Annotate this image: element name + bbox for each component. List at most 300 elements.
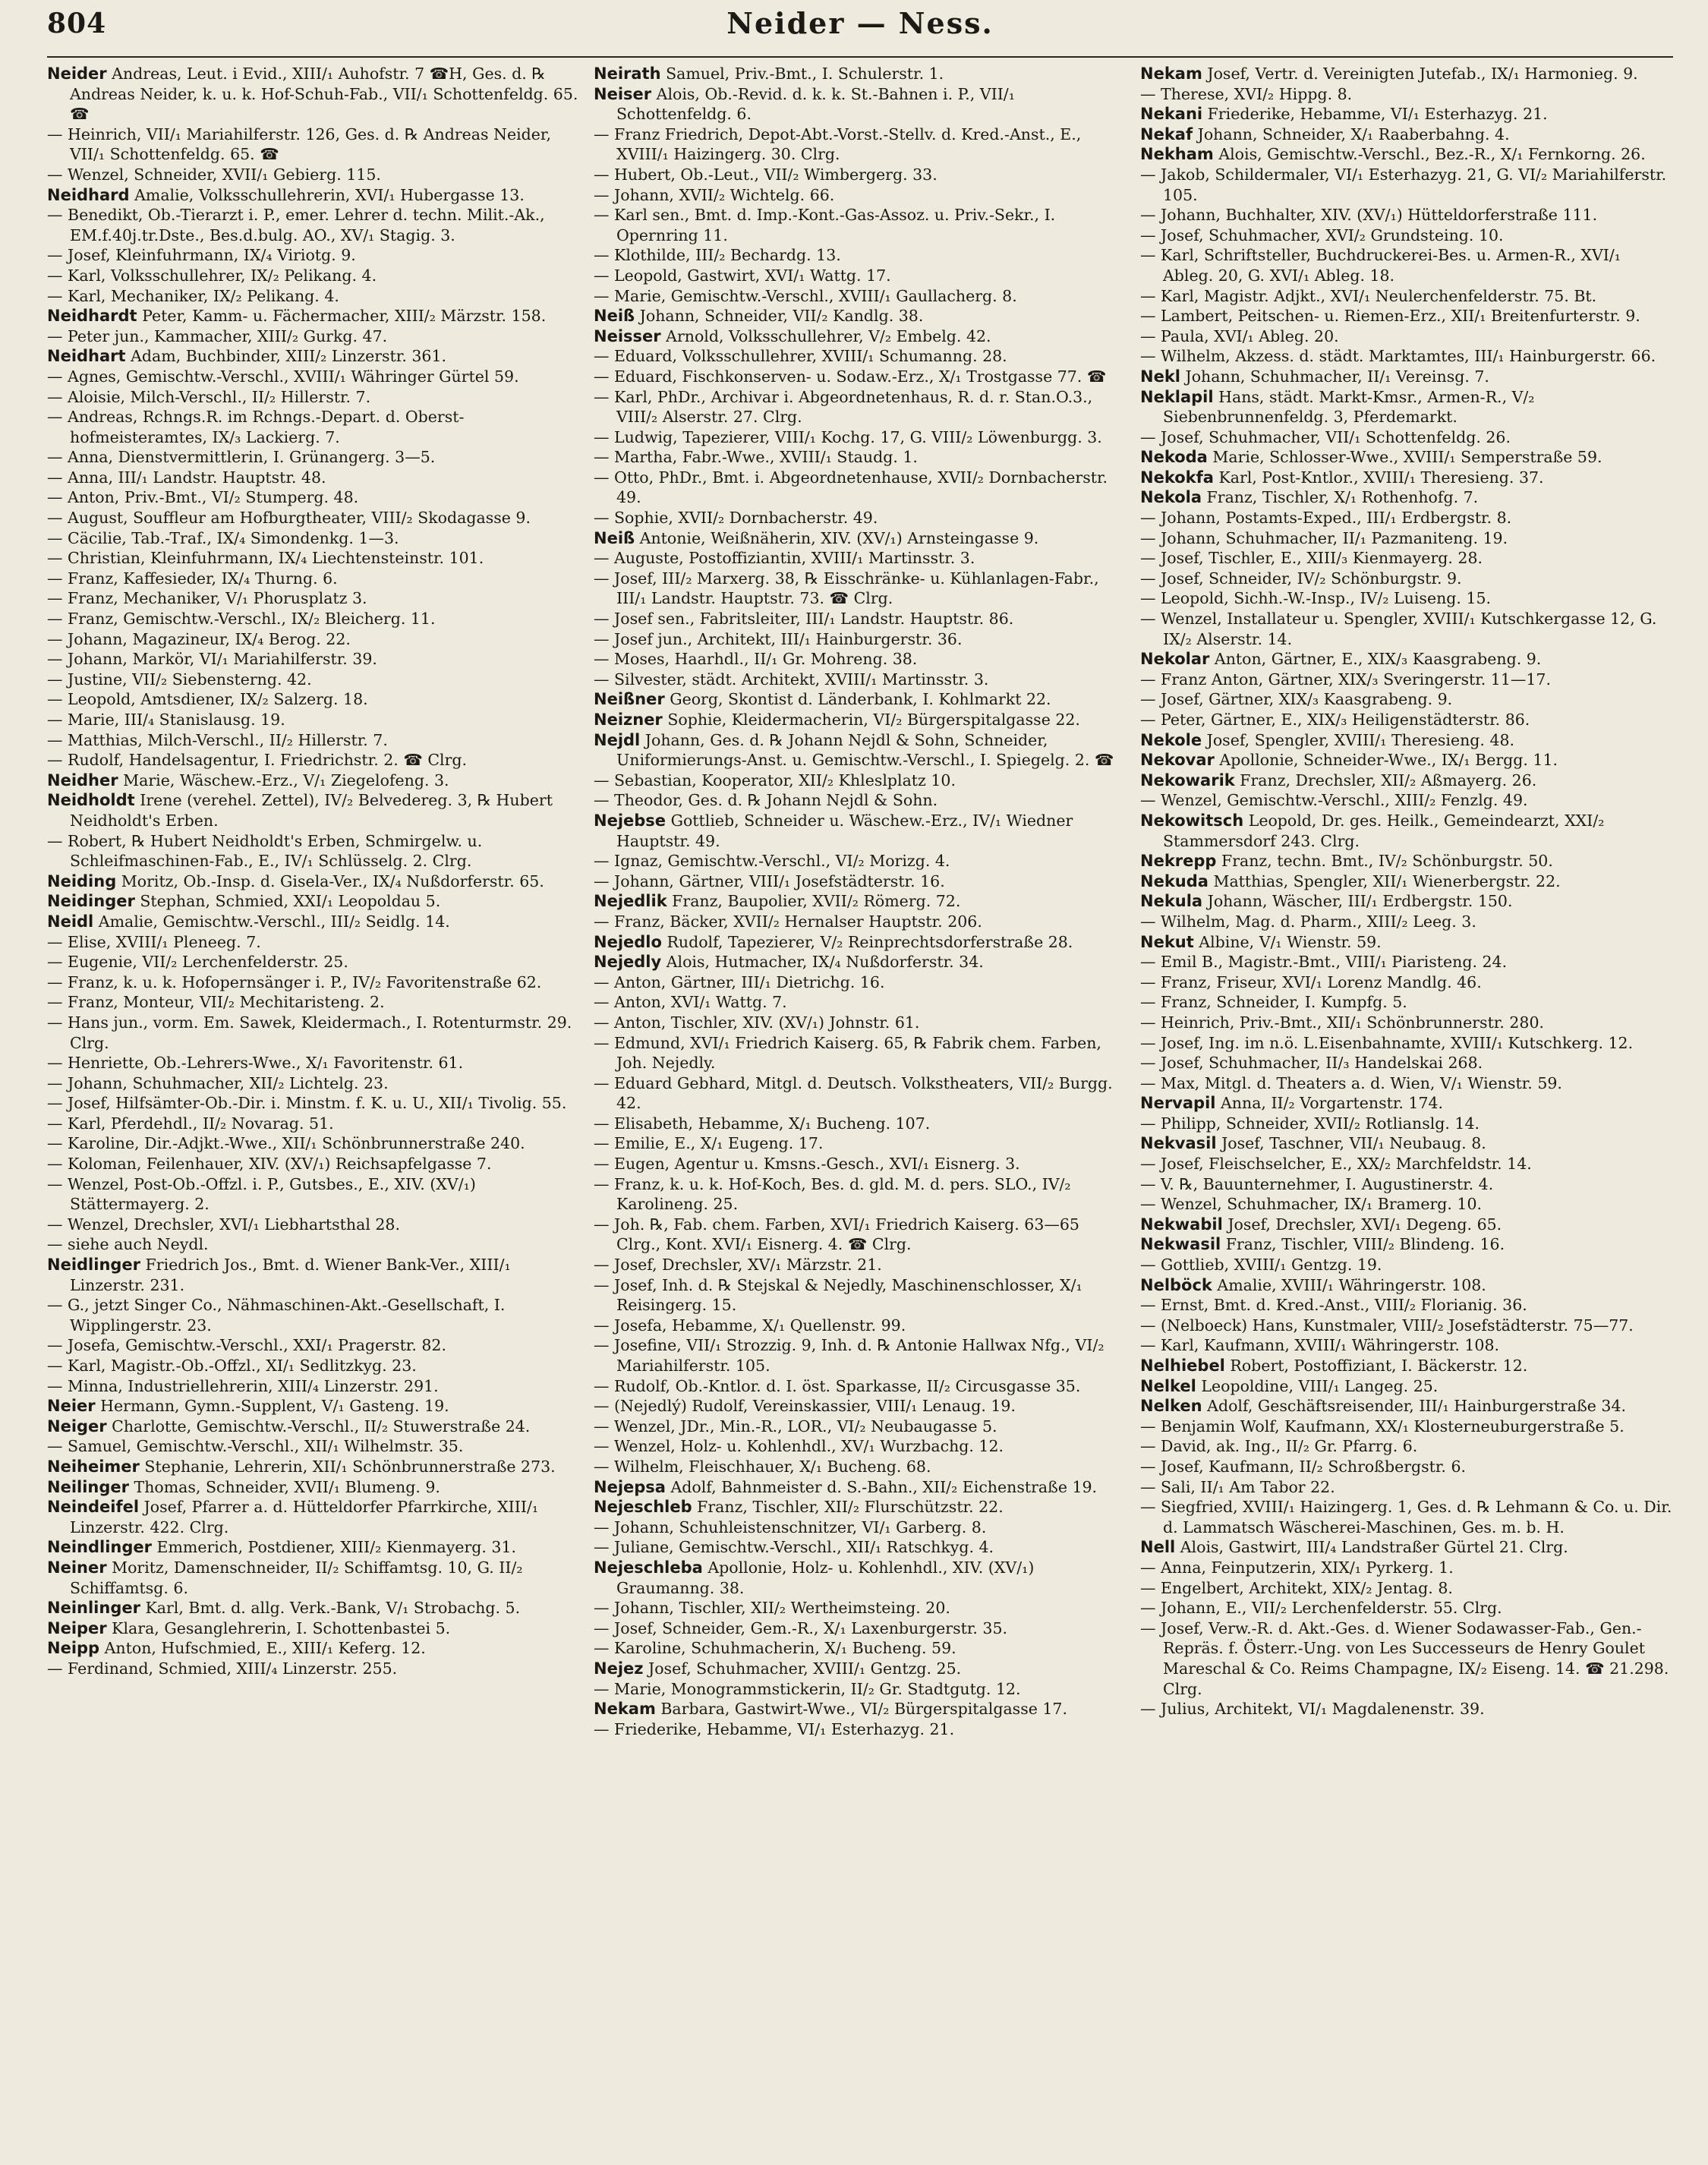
directory-entry xyxy=(47,992,580,1013)
directory-entry xyxy=(47,790,580,830)
directory-entry xyxy=(1140,1114,1673,1134)
entry-text: — Benjamin Wolf, Kaufmann, XX/₁ Klosterneuburgerstraße 5. xyxy=(1140,1417,1624,1435)
entry-text: Anna, II/₂ Vorgartenstr. 174. xyxy=(1215,1094,1444,1113)
entry-text: — Aloisie, Milch-Verschl., II/₂ Hillerstr. 7. xyxy=(47,387,371,406)
entry-text: Franz, Drechsler, XII/₂ Aßmayerg. 26. xyxy=(1234,771,1537,789)
entry-text: Johann, Schneider, X/₁ Raaberbahng. 4. xyxy=(1193,124,1510,143)
directory-entry xyxy=(594,185,1127,206)
entry-text: — Elisabeth, Hebamme, X/₁ Bucheng. 107. xyxy=(594,1114,931,1133)
directory-entry xyxy=(594,124,1127,165)
entry-surname: Nekrepp xyxy=(1140,852,1217,871)
entry-text: — V. ℞, Bauunternehmer, I. Augustinerstr. 4. xyxy=(1140,1174,1494,1193)
directory-entry xyxy=(47,1133,580,1154)
directory-entry xyxy=(47,1598,580,1618)
entry-text: Sophie, Kleidermacherin, VI/₂ Bürgerspitalgasse 22. xyxy=(662,711,1080,729)
entry-text: Rudolf, Tapezierer, V/₂ Reinprechtsdorferstraße 28. xyxy=(661,932,1073,951)
entry-text: Josef, Vertr. d. Vereinigten Jutefab., IX/₁ Harmonieg. 9. xyxy=(1202,65,1638,83)
entry-text: — Josefa, Hebamme, X/₁ Quellenstr. 99. xyxy=(594,1316,906,1335)
entry-surname: Neinlinger xyxy=(47,1599,140,1618)
entry-text: — Ludwig, Tapezierer, VIII/₁ Kochg. 17, G. VIII/₂ Löwenburgg. 3. xyxy=(594,427,1102,446)
directory-entry xyxy=(47,245,580,266)
entry-surname: Neizner xyxy=(594,711,663,729)
directory-entry xyxy=(594,1275,1127,1316)
entry-surname: Neidhart xyxy=(47,347,126,366)
entry-text: — Wenzel, Drechsler, XVI/₁ Liebhartsthal 28. xyxy=(47,1215,400,1234)
entry-text: Johann, Wäscher, III/₁ Erdbergstr. 150. xyxy=(1202,892,1513,911)
directory-entry xyxy=(594,326,1127,347)
entry-text: — Josef, Verw.-R. d. Akt.-Ges. d. Wiener Sodawasser-Fab., Gen.-Repräs. f. Österr.-Ung. von Les Successeurs de Henry Goulet Mareschal & Co. Reims Champagne, IX/₂ Eiseng. 14. ☎ 21.298. Clrg. xyxy=(1140,1618,1669,1698)
directory-entry xyxy=(594,447,1127,468)
running-head: Neider — Ness. xyxy=(726,6,994,40)
entry-text: — Martha, Fabr.-Wwe., XVIII/₁ Staudg. 1. xyxy=(594,448,918,467)
entry-text: — Franz Anton, Gärtner, XIX/₃ Sveringerstr. 11—17. xyxy=(1140,670,1551,689)
entry-text: Moritz, Ob.-Insp. d. Gisela-Ver., IX/₄ Nußdorferstr. 65. xyxy=(116,871,544,890)
directory-entry xyxy=(594,811,1127,851)
entry-text: — Wenzel, Installateur u. Spengler, XVIII/₁ Kutschkergasse 12, G. IX/₂ Alserstr. 14. xyxy=(1140,610,1657,648)
directory-entry xyxy=(1140,548,1673,569)
directory-entry xyxy=(594,1013,1127,1033)
entry-surname: Nekl xyxy=(1140,367,1180,386)
directory-entry xyxy=(594,871,1127,892)
directory-entry xyxy=(1140,1376,1673,1397)
entry-surname: Nejedlo xyxy=(594,932,662,951)
directory-entry xyxy=(1140,205,1673,225)
directory-entry xyxy=(1140,1598,1673,1618)
entry-text: — Leopold, Sichh.-W.-Insp., IV/₂ Luiseng. 15. xyxy=(1140,589,1492,608)
entry-text: — Karl, PhDr., Archivar i. Abgeordnetenhaus, R. d. r. Stan.O.3., VIII/₂ Alserstr. 27. Clrg. xyxy=(594,387,1093,427)
entry-surname: Neidholdt xyxy=(47,791,135,810)
entry-surname: Nekola xyxy=(1140,488,1202,507)
directory-entry xyxy=(1140,1073,1673,1094)
directory-entry xyxy=(594,1699,1127,1719)
directory-entry xyxy=(47,609,580,629)
directory-entry xyxy=(1140,1033,1673,1054)
entry-text: — Karl, Magistr.-Ob.-Offzl., XI/₁ Sedlitzkyg. 23. xyxy=(47,1357,417,1375)
directory-entry xyxy=(1140,1699,1673,1719)
directory-entry xyxy=(1140,165,1673,205)
directory-entry xyxy=(594,670,1127,690)
entry-text: — Franz, Monteur, VII/₂ Mechitaristeng. 2. xyxy=(47,993,385,1012)
entry-text: — Minna, Industriellehrerin, XIII/₄ Linzerstr. 291. xyxy=(47,1376,439,1395)
directory-entry xyxy=(1140,1154,1673,1174)
directory-entry xyxy=(594,346,1127,367)
directory-entry xyxy=(47,1093,580,1114)
entry-surname: Neindeifel xyxy=(47,1498,140,1517)
directory-entry xyxy=(47,1215,580,1235)
directory-entry xyxy=(594,1457,1127,1477)
entry-text: — Marie, III/₄ Stanislausg. 19. xyxy=(47,711,285,729)
directory-entry xyxy=(47,487,580,508)
entry-surname: Nekaf xyxy=(1140,124,1193,143)
entry-text: — Franz, k. u. k. Hof-Koch, Bes. d. gld. M. d. pers. SLO., IV/₂ Karolineng. 25. xyxy=(594,1174,1071,1214)
entry-text: Josef, Drechsler, XVI/₁ Degeng. 65. xyxy=(1222,1215,1502,1234)
entry-text: Stephanie, Lehrerin, XII/₁ Schönbrunnerstraße 273. xyxy=(139,1457,556,1476)
entry-text: — Josef jun., Architekt, III/₁ Hainburgerstr. 36. xyxy=(594,629,963,648)
column-2 xyxy=(594,64,1127,2159)
entry-surname: Neiß xyxy=(594,307,635,326)
directory-entry xyxy=(47,871,580,892)
directory-entry xyxy=(594,1174,1127,1215)
entry-text: — Andreas, Rchngs.R. im Rchngs.-Depart. d. Oberst-hofmeisteramtes, IX/₃ Lackierg. 7. xyxy=(47,408,465,446)
directory-entry xyxy=(594,165,1127,185)
entry-text: — Eduard, Volksschullehrer, XVIII/₁ Schumanng. 28. xyxy=(594,347,1007,366)
entry-text: — Cäcilie, Tab.-Traf., IX/₄ Simondenkg. 1—3. xyxy=(47,528,399,547)
entry-text: — Johann, E., VII/₂ Lerchenfelderstr. 55. Clrg. xyxy=(1140,1599,1502,1618)
directory-entry xyxy=(47,1417,580,1437)
entry-text: Charlotte, Gemischtw.-Verschl., II/₂ Stuwerstraße 24. xyxy=(106,1417,531,1435)
entry-text: — Josef, Gärtner, XIX/₃ Kaasgrabeng. 9. xyxy=(1140,690,1453,709)
directory-entry xyxy=(1140,1255,1673,1275)
directory-entry xyxy=(594,1659,1127,1679)
entry-text: — Klothilde, III/₂ Bechardg. 13. xyxy=(594,246,841,265)
directory-entry xyxy=(1140,1537,1673,1558)
directory-entry xyxy=(47,750,580,771)
entry-text: — Josef, Schneider, IV/₂ Schönburgstr. 9. xyxy=(1140,569,1462,588)
directory-entry xyxy=(594,1073,1127,1114)
directory-entry xyxy=(1140,1417,1673,1437)
entry-text: Anton, Gärtner, E., XIX/₃ Kaasgrabeng. 9. xyxy=(1209,650,1542,669)
directory-entry xyxy=(47,629,580,650)
entry-text: — Johann, Tischler, XII/₂ Wertheimsteing. 20. xyxy=(594,1599,950,1618)
entry-surname: Nekham xyxy=(1140,145,1214,164)
entry-text: Arnold, Volksschullehrer, V/₂ Embelg. 42. xyxy=(660,326,991,345)
directory-entry xyxy=(1140,1457,1673,1477)
entry-surname: Nekowarik xyxy=(1140,771,1235,789)
entry-text: Klara, Gesanglehrerin, I. Schottenbastei 5. xyxy=(106,1618,451,1637)
entry-text: — Josef, Inh. d. ℞ Stejskal & Nejedly, Maschinenschlosser, X/₁ Reisingerg. 15. xyxy=(594,1275,1082,1315)
directory-entry xyxy=(47,670,580,690)
entry-text: Johann, Schneider, VII/₂ Kandlg. 38. xyxy=(635,307,924,326)
directory-entry xyxy=(1140,447,1673,468)
entry-text: Adolf, Geschäftsreisender, III/₁ Hainburgerstraße 34. xyxy=(1202,1397,1627,1416)
entry-surname: Nekam xyxy=(594,1700,656,1719)
directory-entry xyxy=(1140,1194,1673,1215)
directory-entry xyxy=(47,730,580,751)
entry-text: — Karl, Schriftsteller, Buchdruckerei-Bes. u. Armen-R., XVI/₁ Ableg. 20, G. XVI/₁ Ableg. 18. xyxy=(1140,246,1621,285)
entry-text: — Wenzel, Post-Ob.-Offzl. i. P., Gutsbes., E., XIV. (XV/₁) Stättermayerg. 2. xyxy=(47,1174,476,1214)
entry-text: — Friederike, Hebamme, VI/₁ Esterhazyg. 21. xyxy=(594,1719,955,1738)
directory-entry xyxy=(594,306,1127,326)
entry-text: — Karl sen., Bmt. d. Imp.-Kont.-Gas-Assoz. u. Priv.-Sekr., I. Opernring 11. xyxy=(594,206,1056,244)
entry-surname: Neißner xyxy=(594,690,665,709)
directory-entry xyxy=(47,1477,580,1498)
directory-entry xyxy=(594,528,1127,549)
directory-entry xyxy=(47,1234,580,1255)
entry-surname: Nekokfa xyxy=(1140,468,1214,487)
directory-entry xyxy=(1140,286,1673,307)
entry-text: — Josefine, VII/₁ Strozzig. 9, Inh. d. ℞ Antonie Hallwax Nfg., VI/₂ Mariahilferstr. 105. xyxy=(594,1336,1105,1375)
entry-text: — Marie, Gemischtw.-Verschl., XVIII/₁ Gaullacherg. 8. xyxy=(594,286,1017,305)
entry-text: — Therese, XVI/₂ Hippg. 8. xyxy=(1140,84,1353,103)
entry-surname: Neidl xyxy=(47,912,94,931)
entry-text: — Rudolf, Ob.-Kntlor. d. I. öst. Sparkasse, II/₂ Circusgasse 35. xyxy=(594,1376,1081,1395)
entry-text: Apollonie, Schneider-Wwe., IX/₁ Bergg. 11. xyxy=(1214,751,1558,770)
entry-text: — Gottlieb, XVIII/₁ Gentzg. 19. xyxy=(1140,1256,1382,1275)
directory-entry xyxy=(594,1638,1127,1659)
directory-entry xyxy=(1140,1356,1673,1376)
entry-surname: Nejedly xyxy=(594,953,662,972)
directory-entry xyxy=(594,992,1127,1013)
entry-text: — Robert, ℞ Hubert Neidholdt's Erben, Schmirgelw. u. Schleifmaschinen-Fab., E., IV/₁ Schlüsselg. 2. Clrg. xyxy=(47,831,483,871)
entry-surname: Nekole xyxy=(1140,730,1202,749)
directory-entry xyxy=(594,629,1127,650)
directory-entry xyxy=(1140,1477,1673,1498)
directory-entry xyxy=(594,245,1127,266)
directory-entry xyxy=(594,1154,1127,1174)
directory-entry xyxy=(47,1013,580,1053)
entry-text: — Karl, Pferdehdl., II/₂ Novarag. 51. xyxy=(47,1114,334,1133)
directory-entry xyxy=(47,387,580,408)
entry-text: — Max, Mitgl. d. Theaters a. d. Wien, V/₁ Wienstr. 59. xyxy=(1140,1073,1562,1092)
directory-entry xyxy=(1140,750,1673,771)
entry-text: — Peter jun., Kammacher, XIII/₂ Gurkg. 47. xyxy=(47,326,388,345)
entry-text: — Anna, Feinputzerin, XIX/₁ Pyrkerg. 1. xyxy=(1140,1558,1454,1577)
directory-entry xyxy=(1140,427,1673,448)
directory-entry xyxy=(1140,508,1673,528)
directory-entry xyxy=(47,1053,580,1073)
entry-text: — Engelbert, Architekt, XIX/₂ Jentag. 8. xyxy=(1140,1578,1453,1597)
directory-entry xyxy=(594,1436,1127,1457)
directory-entry xyxy=(1140,1578,1673,1599)
entry-surname: Nekvasil xyxy=(1140,1134,1217,1153)
entry-text: — Elise, XVIII/₁ Pleneeg. 7. xyxy=(47,932,261,951)
entry-surname: Neier xyxy=(47,1397,96,1416)
entry-text: Robert, Postoffiziant, I. Bäckerstr. 12. xyxy=(1224,1357,1528,1375)
directory-entry xyxy=(47,1457,580,1477)
directory-entry xyxy=(47,468,580,488)
entry-text: — Heinrich, Priv.-Bmt., XII/₁ Schönbrunnerstr. 280. xyxy=(1140,1013,1545,1032)
directory-entry xyxy=(47,1659,580,1679)
entry-text: — (Nelboeck) Hans, Kunstmaler, VIII/₂ Josefstädterstr. 75—77. xyxy=(1140,1316,1634,1335)
entry-text: — Johann, Schuhmacher, XII/₂ Lichtelg. 23. xyxy=(47,1073,389,1092)
entry-text: — Koloman, Feilenhauer, XIV. (XV/₁) Reichsapfelgasse 7. xyxy=(47,1155,492,1174)
directory-entry xyxy=(594,730,1127,771)
entry-surname: Nejeschleba xyxy=(594,1558,703,1577)
directory-entry xyxy=(594,1335,1127,1376)
entry-text: Josef, Pfarrer a. d. Hütteldorfer Pfarrkirche, XIII/₁ Linzerstr. 422. Clrg. xyxy=(70,1498,539,1536)
directory-entry xyxy=(1140,1013,1673,1033)
entry-text: — Josef, Schuhmacher, XVI/₂ Grundsteing. 10. xyxy=(1140,225,1504,244)
entry-surname: Neidinger xyxy=(47,892,135,911)
entry-text: — Heinrich, VII/₁ Mariahilferstr. 126, Ges. d. ℞ Andreas Neider, VII/₁ Schottenfeldg. 65. ☎ xyxy=(47,124,551,164)
directory-entry xyxy=(47,1436,580,1457)
directory-entry xyxy=(47,1376,580,1397)
entry-surname: Neiß xyxy=(594,528,635,547)
entry-text: — Johann, Schuhleistenschnitzer, VI/₁ Garberg. 8. xyxy=(594,1517,987,1536)
entry-text: Josef, Schuhmacher, XVIII/₁ Gentzg. 25. xyxy=(643,1659,962,1678)
entry-text: — Johann, Buchhalter, XIV. (XV/₁) Hütteldorferstraße 111. xyxy=(1140,206,1598,225)
entry-text: — Franz Friedrich, Depot-Abt.-Vorst.-Stellv. d. Kred.-Anst., E., XVIII/₁ Haizingerg. 30. Clrg. xyxy=(594,124,1082,164)
directory-entry xyxy=(594,1417,1127,1437)
directory-entry xyxy=(1140,670,1673,690)
entry-text: — Peter, Gärtner, E., XIX/₃ Heiligenstädterstr. 86. xyxy=(1140,711,1530,729)
entry-text: Friederike, Hebamme, VI/₁ Esterhazyg. 21. xyxy=(1202,105,1548,124)
entry-text: — Theodor, Ges. d. ℞ Johann Nejdl & Sohn. xyxy=(594,791,938,810)
entry-text: Irene (verehel. Zettel), IV/₂ Belvedereg. 3, ℞ Hubert Neidholdt's Erben. xyxy=(70,791,553,830)
entry-text: Alois, Ob.-Revid. d. k. k. St.-Bahnen i. P., VII/₁ Schottenfeldg. 6. xyxy=(616,84,1015,124)
entry-surname: Nejedlik xyxy=(594,892,667,911)
entry-text: — Jakob, Schildermaler, VI/₁ Esterhazyg. 21, G. VI/₂ Mariahilferstr. 105. xyxy=(1140,165,1667,204)
entry-text: — Justine, VII/₂ Siebensterng. 42. xyxy=(47,670,312,689)
entry-text: Albine, V/₁ Wienstr. 59. xyxy=(1193,932,1382,951)
entry-text: — Sebastian, Kooperator, XII/₂ Khleslplatz 10. xyxy=(594,771,956,789)
directory-entry xyxy=(1140,1275,1673,1296)
directory-entry xyxy=(1140,1215,1673,1235)
entry-text: — Eugenie, VII/₂ Lerchenfelderstr. 25. xyxy=(47,953,348,972)
directory-entry xyxy=(1140,790,1673,811)
entry-text: Amalie, XVIII/₁ Währingerstr. 108. xyxy=(1212,1275,1486,1294)
entry-text: — Josef, Fleischselcher, E., XX/₂ Marchfeldstr. 14. xyxy=(1140,1155,1532,1174)
entry-text: — Ferdinand, Schmied, XIII/₄ Linzerstr. 255. xyxy=(47,1659,398,1678)
entry-text: — Juliane, Gemischtw.-Verschl., XII/₁ Ratschkyg. 4. xyxy=(594,1538,994,1557)
entry-text: — Anton, Tischler, XIV. (XV/₁) Johnstr. 61. xyxy=(594,1013,920,1032)
entry-text: — Hans jun., vorm. Em. Sawek, Kleidermach., I. Rotenturmstr. 29. Clrg. xyxy=(47,1013,572,1052)
directory-entry xyxy=(47,952,580,972)
entry-text: — Josef, Schuhmacher, VII/₁ Schottenfeldg. 26. xyxy=(1140,427,1511,446)
directory-entry xyxy=(47,286,580,307)
entry-surname: Nelken xyxy=(1140,1397,1202,1416)
entry-text: — Hubert, Ob.-Leut., VII/₂ Wimbergerg. 33. xyxy=(594,165,938,184)
directory-entry xyxy=(47,831,580,871)
directory-entry xyxy=(1140,588,1673,609)
entry-surname: Neisser xyxy=(594,326,661,345)
directory-entry xyxy=(1140,1295,1673,1316)
entry-text: Moritz, Damenschneider, II/₂ Schiffamtsg. 10, G. II/₂ Schiffamtsg. 6. xyxy=(70,1558,523,1597)
entry-surname: Neklapil xyxy=(1140,387,1214,406)
directory-entry xyxy=(594,64,1127,84)
entry-text: — siehe auch Neydl. xyxy=(47,1235,209,1254)
entry-surname: Neiner xyxy=(47,1558,107,1577)
directory-entry xyxy=(47,548,580,569)
entry-text: — Emilie, E., X/₁ Eugeng. 17. xyxy=(594,1134,824,1153)
entry-text: — Franz, Friseur, XVI/₁ Lorenz Mandlg. 46. xyxy=(1140,972,1482,991)
entry-text: — Anton, XVI/₁ Wattg. 7. xyxy=(594,993,787,1012)
entry-surname: Nekam xyxy=(1140,65,1202,83)
entry-text: Leopold, Dr. ges. Heilk., Gemeindearzt, XXI/₂ Stammersdorf 243. Clrg. xyxy=(1163,811,1605,850)
directory-entry xyxy=(47,508,580,528)
entry-surname: Nejez xyxy=(594,1659,644,1678)
directory-entry xyxy=(1140,710,1673,730)
entry-text: — Joh. ℞, Fab. chem. Farben, XVI/₁ Friedrich Kaiserg. 63—65 Clrg., Kont. XVI/₁ Eisnerg. 4. ☎ Clrg. xyxy=(594,1215,1079,1254)
directory-entry xyxy=(47,407,580,447)
directory-entry xyxy=(47,1537,580,1558)
entry-text: — Josef, Hilfsämter-Ob.-Dir. i. Minstm. f. K. u. U., XII/₁ Tivolig. 55. xyxy=(47,1094,567,1113)
entry-text: Friedrich Jos., Bmt. d. Wiener Bank-Ver., XIII/₁ Linzerstr. 231. xyxy=(70,1256,511,1294)
directory-entry xyxy=(1140,1053,1673,1073)
directory-entry xyxy=(47,326,580,347)
directory-entry xyxy=(47,1335,580,1356)
directory-entry xyxy=(1140,811,1673,851)
entry-text: Franz, Baupolier, XVII/₂ Römerg. 72. xyxy=(666,892,961,911)
entry-text: — Franz, Bäcker, XVII/₂ Hernalser Hauptstr. 206. xyxy=(594,912,982,931)
directory-entry xyxy=(47,1558,580,1598)
directory-entry xyxy=(594,972,1127,993)
entry-text: — Karoline, Dir.-Adjkt.-Wwe., XII/₁ Schönbrunnerstraße 240. xyxy=(47,1134,525,1153)
directory-entry xyxy=(1140,1497,1673,1537)
entry-text: — Franz, Kaffesieder, IX/₄ Thurng. 6. xyxy=(47,569,338,588)
directory-entry xyxy=(594,649,1127,670)
entry-text: — Karoline, Schuhmacherin, X/₁ Bucheng. 59. xyxy=(594,1639,956,1658)
entry-text: — Paula, XVI/₁ Ableg. 20. xyxy=(1140,326,1339,345)
directory-entry xyxy=(594,790,1127,811)
directory-entry xyxy=(47,1638,580,1659)
entry-surname: Nelhiebel xyxy=(1140,1357,1225,1375)
column-1 xyxy=(47,64,580,2159)
directory-entry xyxy=(594,1497,1127,1517)
entry-text: Emmerich, Postdiener, XIII/₂ Kienmayerg. 31. xyxy=(151,1538,517,1557)
directory-entry xyxy=(47,972,580,993)
directory-entry xyxy=(594,427,1127,448)
entry-surname: Nekovar xyxy=(1140,751,1215,770)
entry-surname: Nell xyxy=(1140,1538,1176,1557)
entry-text: — Franz, Mechaniker, V/₁ Phorusplatz 3. xyxy=(47,589,367,608)
entry-text: — Moses, Haarhdl., II/₁ Gr. Mohreng. 38. xyxy=(594,650,918,669)
entry-text: — Anton, Priv.-Bmt., VI/₂ Stumperg. 48. xyxy=(47,488,359,507)
directory-entry xyxy=(1140,346,1673,367)
entry-surname: Neidher xyxy=(47,771,118,789)
directory-entry xyxy=(594,609,1127,629)
directory-entry xyxy=(594,1215,1127,1255)
entry-surname: Nekuda xyxy=(1140,871,1209,890)
entry-text: — Sophie, XVII/₂ Dornbacherstr. 49. xyxy=(594,509,878,528)
directory-entry xyxy=(594,286,1127,307)
directory-entry xyxy=(1140,326,1673,347)
directory-entry xyxy=(594,1618,1127,1639)
entry-surname: Nejepsa xyxy=(594,1477,666,1496)
directory-entry xyxy=(47,205,580,245)
page-header xyxy=(47,3,1673,58)
entry-text: — Auguste, Postoffiziantin, XVIII/₁ Martinsstr. 3. xyxy=(594,549,975,568)
entry-text: — Samuel, Gemischtw.-Verschl., XII/₁ Wilhelmstr. 35. xyxy=(47,1437,464,1456)
directory-entry xyxy=(594,891,1127,912)
directory-entry xyxy=(47,447,580,468)
directory-entry xyxy=(594,1376,1127,1397)
directory-entry xyxy=(1140,1316,1673,1336)
directory-entry xyxy=(594,932,1127,953)
directory-entry xyxy=(1140,1396,1673,1417)
entry-text: — Franz, k. u. k. Hofopernsänger i. P., IV/₂ Favoritenstraße 62. xyxy=(47,972,542,991)
directory-entry xyxy=(1140,144,1673,165)
entry-text: — Wenzel, Schuhmacher, IX/₁ Bramerg. 10. xyxy=(1140,1195,1483,1214)
entry-surname: Nekwabil xyxy=(1140,1215,1223,1234)
directory-entry xyxy=(47,932,580,953)
directory-entry xyxy=(1140,1436,1673,1457)
entry-text: — Josef, Drechsler, XV/₁ Märzstr. 21. xyxy=(594,1256,882,1275)
entry-text: — Philipp, Schneider, XVII/₂ Rotlianslg. 14. xyxy=(1140,1114,1480,1133)
entry-text: — Karl, Kaufmann, XVIII/₁ Währingerstr. 108. xyxy=(1140,1336,1500,1355)
entry-surname: Nelböck xyxy=(1140,1275,1212,1294)
directory-entry xyxy=(594,1477,1127,1498)
entry-text: — Karl, Mechaniker, IX/₂ Pelikang. 4. xyxy=(47,286,339,305)
directory-entry xyxy=(1140,1558,1673,1578)
directory-entry xyxy=(1140,124,1673,145)
entry-text: — Johann, Postamts-Exped., III/₁ Erdbergstr. 8. xyxy=(1140,509,1512,528)
entry-text: — Karl, Volksschullehrer, IX/₂ Pelikang. 4. xyxy=(47,266,377,285)
entry-text: Karl, Post-Kntlor., XVIII/₁ Theresieng. 37. xyxy=(1213,468,1544,487)
directory-entry xyxy=(1140,1093,1673,1114)
directory-entry xyxy=(1140,891,1673,912)
directory-entry xyxy=(1140,932,1673,953)
entry-text: — Julius, Architekt, VI/₁ Magdalenenstr. 39. xyxy=(1140,1700,1485,1719)
entry-text: Karl, Bmt. d. allg. Verk.-Bank, V/₁ Strobachg. 5. xyxy=(140,1599,521,1618)
directory-entry xyxy=(1140,528,1673,549)
entry-text: Peter, Kamm- u. Fächermacher, XIII/₂ Märzstr. 158. xyxy=(137,307,547,326)
columns xyxy=(47,64,1673,2159)
entry-surname: Neidlinger xyxy=(47,1256,141,1275)
entry-text: — Ignaz, Gemischtw.-Verschl., VI/₂ Morizg. 4. xyxy=(594,852,950,871)
entry-text: — Josef, Schneider, Gem.-R., X/₁ Laxenburgerstr. 35. xyxy=(594,1618,1008,1637)
entry-text: Franz, Tischler, XII/₂ Flurschützstr. 22. xyxy=(692,1498,1004,1517)
